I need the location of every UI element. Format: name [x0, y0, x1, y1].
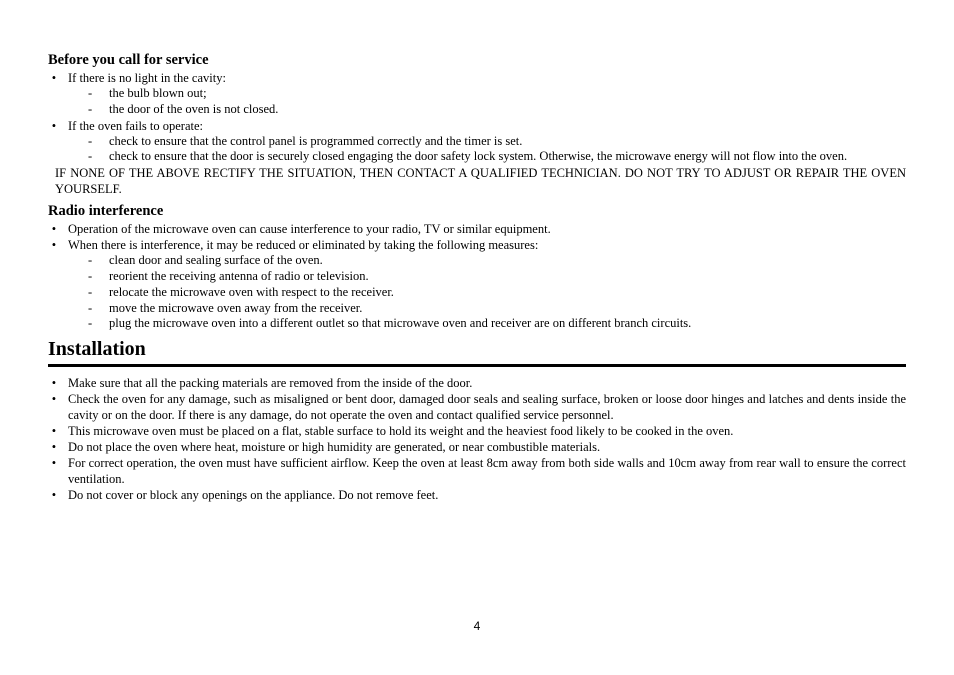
bullet-icon: •	[51, 376, 57, 391]
sub-item-text: check to ensure that the door is securely closed engaging the door safety lock system. Otherwise, the microwave energy will not flow into the oven.	[109, 149, 848, 164]
bullet-icon: •	[51, 222, 57, 237]
sub-item-text: reorient the receiving antenna of radio or television.	[109, 268, 369, 283]
sub-item-text: the door of the oven is not closed.	[109, 101, 279, 116]
sub-list-item	[68, 134, 906, 150]
bullet-icon: •	[51, 392, 57, 407]
section-heading-service: Before you call for service	[48, 52, 209, 68]
sub-item-text: clean door and sealing surface of the oven.	[109, 253, 323, 268]
dash-icon: -	[88, 253, 93, 268]
sub-item-text: plug the microwave oven into a different outlet so that microwave oven and receiver are on different branch circuits.	[109, 316, 692, 331]
dash-icon: -	[88, 101, 93, 116]
list-item	[48, 221, 906, 237]
bullet-icon: •	[51, 118, 57, 133]
sub-list	[68, 253, 906, 332]
dash-icon: -	[88, 300, 93, 315]
bullet-icon: •	[51, 424, 57, 439]
list-item	[48, 455, 906, 487]
sub-list-item	[68, 149, 906, 165]
list-item-text: This microwave oven must be placed on a flat, stable surface to hold its weight and the heaviest food likely to be cooked in the oven.	[68, 424, 734, 439]
dash-icon: -	[88, 316, 93, 331]
dash-icon: -	[88, 86, 93, 100]
list-item-text: Operation of the microwave oven can cause interference to your radio, TV or similar equipment.	[68, 222, 551, 237]
list-item-text: Check the oven for any damage, such as misaligned or bent door, damaged door seals and sealing surface, broken or loose door hinges and latches and dents inside the cavity or on the door. If there is any damage, do not operate the oven and contact qualified service personnel.	[68, 392, 906, 423]
sub-item-text: relocate the microwave oven with respect to the receiver.	[109, 284, 394, 299]
list-item	[48, 391, 906, 423]
radio-list	[48, 221, 906, 332]
list-item	[48, 118, 906, 166]
sub-list-item	[68, 301, 906, 317]
list-item	[48, 487, 906, 503]
dash-icon: -	[88, 268, 93, 283]
sub-list-item	[68, 316, 906, 332]
sub-list-item	[68, 86, 906, 102]
sub-list-item	[68, 285, 906, 301]
sub-list	[68, 134, 906, 166]
bullet-icon: •	[51, 71, 57, 85]
list-item	[48, 70, 906, 118]
document-page	[48, 50, 906, 503]
list-item	[48, 423, 906, 439]
page-number: 4	[473, 619, 481, 633]
sub-item-text: check to ensure that the control panel is programmed correctly and the timer is set.	[109, 133, 523, 148]
sub-item-text: move the microwave oven away from the receiver.	[109, 300, 363, 315]
service-list	[48, 70, 906, 165]
list-item-text: Do not cover or block any openings on the appliance. Do not remove feet.	[68, 488, 439, 503]
section-heading-installation: Installation	[48, 338, 146, 361]
warning-text: IF NONE OF THE ABOVE RECTIFY THE SITUATION, THEN CONTACT A QUALIFIED TECHNICIAN. DO NOT TRY TO ADJUST OR REPAIR THE OVEN YOURSELF.	[55, 166, 906, 197]
list-item-text: Do not place the oven where heat, moisture or high humidity are generated, or near combustible materials.	[68, 440, 601, 455]
sub-list-item	[68, 102, 906, 118]
bullet-icon: •	[51, 440, 57, 455]
sub-list	[68, 86, 906, 118]
bullet-icon: •	[51, 488, 57, 503]
dash-icon: -	[88, 133, 93, 148]
heading-divider	[48, 364, 906, 367]
dash-icon: -	[88, 149, 93, 164]
list-item-text: When there is interference, it may be reduced or eliminated by taking the following measures:	[68, 238, 539, 253]
dash-icon: -	[88, 284, 93, 299]
section-heading-radio: Radio interference	[48, 203, 164, 220]
list-item-text: For correct operation, the oven must have sufficient airflow. Keep the oven at least 8cm away from both side walls and 10cm away from rear wall to ensure the correct ventilation.	[68, 456, 906, 487]
list-item-text: Make sure that all the packing materials are removed from the inside of the door.	[68, 376, 473, 391]
installation-list	[48, 375, 906, 503]
sub-list-item	[68, 269, 906, 285]
list-item-text: If the oven fails to operate:	[68, 118, 204, 133]
list-item	[48, 439, 906, 455]
bullet-icon: •	[51, 238, 57, 253]
sub-item-text: the bulb blown out;	[109, 86, 207, 100]
list-item-text: If there is no light in the cavity:	[68, 71, 226, 85]
sub-list-item	[68, 253, 906, 269]
bullet-icon: •	[51, 456, 57, 471]
list-item	[48, 237, 906, 332]
list-item	[48, 375, 906, 391]
